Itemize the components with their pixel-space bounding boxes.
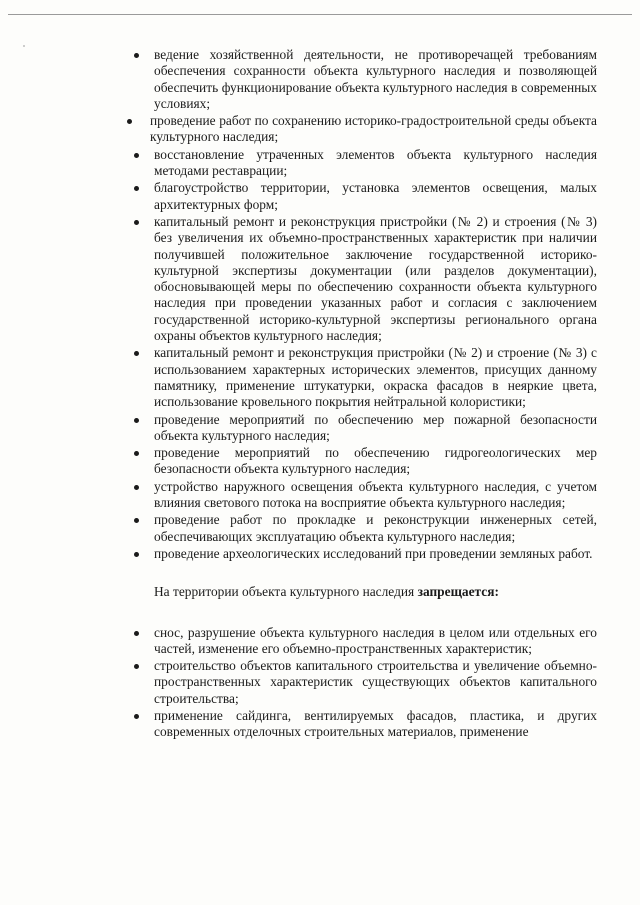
list-item: проведение мероприятий по обеспечению гидрогеологических мер безопасности объекта культурного наследия; (117, 445, 597, 478)
list-item: проведение работ по сохранению историко-градостроительной среды объекта культурного наследия; (117, 113, 597, 146)
bullet-icon (134, 714, 139, 719)
list-item: ведение хозяйственной деятельности, не противоречащей требованиям обеспечения сохранности объекта культурного наследия и позволяющей обеспечить функционирование объекта культурного наследия в современных условиях; (117, 47, 597, 112)
list-item: восстановление утраченных элементов объекта культурного наследия методами реставрации; (117, 147, 597, 180)
list-item: применение сайдинга, вентилируемых фасадов, пластика, и других современных отделочных строительных материалов, применение (117, 708, 597, 741)
list-item: капитальный ремонт и реконструкция пристройки (№ 2) и строения (№ 3) без увеличения их объемно-пространственных характеристик при наличии получившей положительное заключение государственной историко-культурной экспертизы документации (или разделов документации), обосновывающей меры по обеспечению сохранности объекта культурного наследия при проведении указанных работ и согласия с заключением государственной историко-культурной экспертизы регионального органа охраны объектов культурного наследия; (117, 214, 597, 344)
bullet-icon (134, 186, 139, 191)
list-item: снос, разрушение объекта культурного наследия в целом или отдельных его частей, изменение его объемно-пространственных характеристик; (117, 625, 597, 658)
bullet-icon (127, 119, 132, 124)
bullet-icon (134, 552, 139, 557)
list-item: благоустройство территории, установка элементов освещения, малых архитектурных форм; (117, 180, 597, 213)
list-item: капитальный ремонт и реконструкция пристройки (№ 2) и строение (№ 3) с использованием характерных исторических элементов, присущих данному памятнику, применение штукатурки, окраска фасадов в неяркие цвета, использование кровельного покрытия нейтральной колористики; (117, 345, 597, 410)
bullet-icon (134, 153, 139, 158)
list-item: проведение археологических исследований при проведении земляных работ. (117, 546, 597, 562)
bullet-icon (134, 53, 139, 58)
bullet-icon (134, 220, 139, 225)
bullet-icon (134, 418, 139, 423)
bullet-icon (134, 518, 139, 523)
permitted-activities-list (117, 47, 597, 562)
bullet-icon (134, 485, 139, 490)
list-item: строительство объектов капитального строительства и увеличение объемно-пространственных характеристик существующих объектов капитального строительства; (117, 658, 597, 707)
prohibited-heading: На территории объекта культурного наследия запрещается: (154, 584, 499, 600)
bullet-icon (134, 631, 139, 636)
scan-speck (23, 45, 25, 47)
list-item: устройство наружного освещения объекта культурного наследия, с учетом влияния светового потока на восприятие объекта культурного наследия; (117, 479, 597, 512)
bullet-icon (134, 351, 139, 356)
prohibited-activities-list (117, 625, 597, 741)
prohibited-keyword: запрещается: (417, 584, 499, 600)
list-item: проведение работ по прокладке и реконструкции инженерных сетей, обеспечивающих эксплуатацию объекта культурного наследия; (117, 512, 597, 545)
bullet-icon (134, 664, 139, 669)
document-body (117, 47, 597, 742)
page-top-rule (8, 14, 632, 15)
bullet-icon (134, 451, 139, 456)
list-item: проведение мероприятий по обеспечению мер пожарной безопасности объекта культурного наследия; (117, 412, 597, 445)
